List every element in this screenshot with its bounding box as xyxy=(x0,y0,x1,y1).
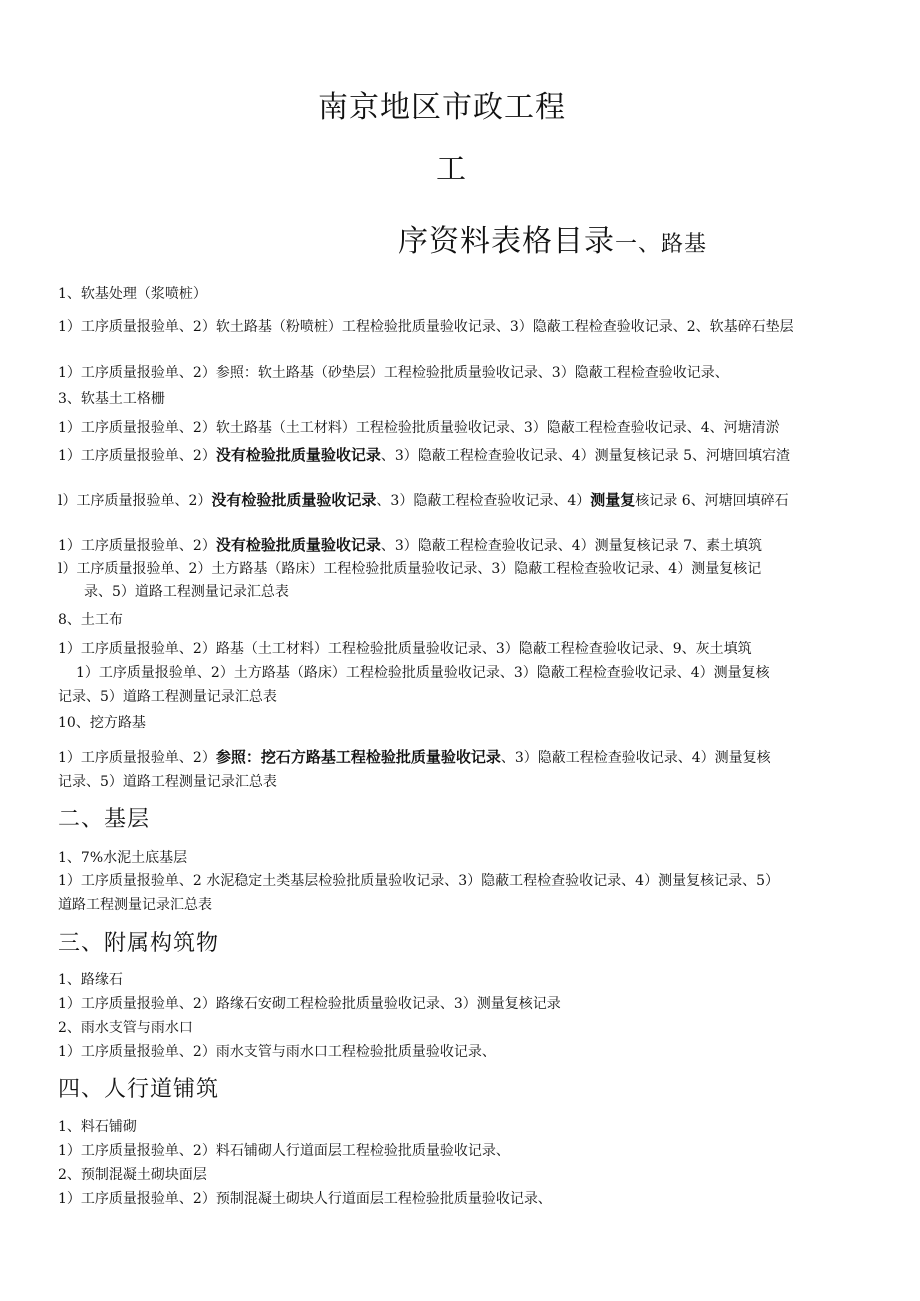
s2-item-1-line-2: 道路工程测量记录汇总表 xyxy=(58,897,212,913)
item-4-text-b: 、3）隐蔽工程检查验收记录、4）测量复核记录 5、河塘回填宕渣 xyxy=(380,448,791,464)
item-4-text-a: 1）工序质量报验单、2） xyxy=(58,448,216,464)
item-5-bold-2: 测量复 xyxy=(590,491,636,509)
item-3-body: 1）工序质量报验单、2）软土路基（土工材料）工程检验批质量验收记录、3）隐蔽工程检查验收记录、4、河塘清淤 xyxy=(58,420,780,436)
item-5-text-a: l）工序质量报验单、2） xyxy=(58,493,212,509)
s2-item-1-line-1: 1）工序质量报验单、2 水泥稳定土类基层检验批质量验收记录、3）隐蔽工程检查验收记录、4）测量复核记录、5） xyxy=(58,873,779,889)
item-5-text-c: 核记录 6、河塘回填碎石 xyxy=(635,493,789,509)
item-4-bold: 没有检验批质量验收记录 xyxy=(215,446,381,464)
section-2-heading: 二、基层 xyxy=(58,807,151,832)
s4-item-2-head: 2、预制混凝土砌块面层 xyxy=(58,1167,207,1183)
item-5-body xyxy=(58,489,848,512)
item-10-bold: 参照：挖石方路基工程检验批质量验收记录 xyxy=(215,748,501,766)
item-6-text-b: 、3）隐蔽工程检查验收记录、4）测量复核记录 7、素土填筑 xyxy=(380,538,763,554)
item-5-text-b: 、3）隐蔽工程检查验收记录、4） xyxy=(376,493,591,509)
item-6-body xyxy=(58,536,762,555)
item-10-line-2: 记录、5）道路工程测量记录汇总表 xyxy=(58,774,277,790)
s3-item-2-head: 2、雨水支管与雨水口 xyxy=(58,1020,193,1036)
item-9-line-2: 记录、5）道路工程测量记录汇总表 xyxy=(58,689,277,705)
item-4-body xyxy=(58,443,848,468)
item-7-line-1: l）工序质量报验单、2）土方路基（路床）工程检验批质量验收记录、3）隐蔽工程检查验收记录、4）测量复核记 xyxy=(58,561,762,577)
section-4-heading: 四、人行道铺筑 xyxy=(58,1077,220,1102)
title-main: 序资料表格目录 xyxy=(398,224,615,259)
s4-item-1-body: 1）工序质量报验单、2）料石铺砌人行道面层工程检验批质量验收记录、 xyxy=(58,1143,510,1159)
item-10-text-b: 、3）隐蔽工程检查验收记录、4）测量复核 xyxy=(500,750,771,766)
s3-item-1-head: 1、路缘石 xyxy=(58,972,123,988)
item-10-line-1 xyxy=(58,748,771,767)
item-3-head: 3、软基土工格栅 xyxy=(58,391,165,407)
section-3-heading: 三、附属构筑物 xyxy=(58,931,220,956)
item-10-head: 10、挖方路基 xyxy=(58,715,146,731)
item-1-body: 1）工序质量报验单、2）软土路基（粉喷桩）工程检验批质量验收记录、3）隐蔽工程检查验收记录、2、软基碎石垫层 xyxy=(58,319,794,335)
title-line-2: 工 xyxy=(436,152,467,187)
section-1-heading: 一、路基 xyxy=(615,232,708,257)
item-9-line-1: 1）工序质量报验单、2）土方路基（路床）工程检验批质量验收记录、3）隐蔽工程检查验收记录、4）测量复核 xyxy=(76,665,770,681)
s4-item-2-body: 1）工序质量报验单、2）预制混凝土砌块人行道面层工程检验批质量验收记录、 xyxy=(58,1191,552,1207)
s2-item-1-head: 1、7%水泥土底基层 xyxy=(58,850,188,866)
s3-item-2-body: 1）工序质量报验单、2）雨水支管与雨水口工程检验批质量验收记录、 xyxy=(58,1044,496,1060)
s3-item-1-body: 1）工序质量报验单、2）路缘石安砌工程检验批质量验收记录、3）测量复核记录 xyxy=(58,996,561,1012)
s4-item-1-head: 1、料石铺砌 xyxy=(58,1119,137,1135)
title-line-3 xyxy=(398,224,707,263)
item-5-bold: 没有检验批质量验收记录 xyxy=(211,491,377,509)
item-8-body: 1）工序质量报验单、2）路基（土工材料）工程检验批质量验收记录、3）隐蔽工程检查验收记录、9、灰土填筑 xyxy=(58,641,752,657)
item-8-head: 8、土工布 xyxy=(58,612,123,628)
item-10-text-a: 1）工序质量报验单、2） xyxy=(58,750,216,766)
title-line-1: 南京地区市政工程 xyxy=(318,90,566,125)
item-6-text-a: 1）工序质量报验单、2） xyxy=(58,538,216,554)
item-6-bold: 没有检验批质量验收记录 xyxy=(215,536,381,554)
item-2-body: 1）工序质量报验单、2）参照：软土路基（砂垫层）工程检验批质量验收记录、3）隐蔽工程检查验收记录、 xyxy=(58,365,729,381)
item-7-line-2: 录、5）道路工程测量记录汇总表 xyxy=(84,584,289,600)
item-1-head: 1、软基处理（浆喷桩） xyxy=(58,286,207,302)
